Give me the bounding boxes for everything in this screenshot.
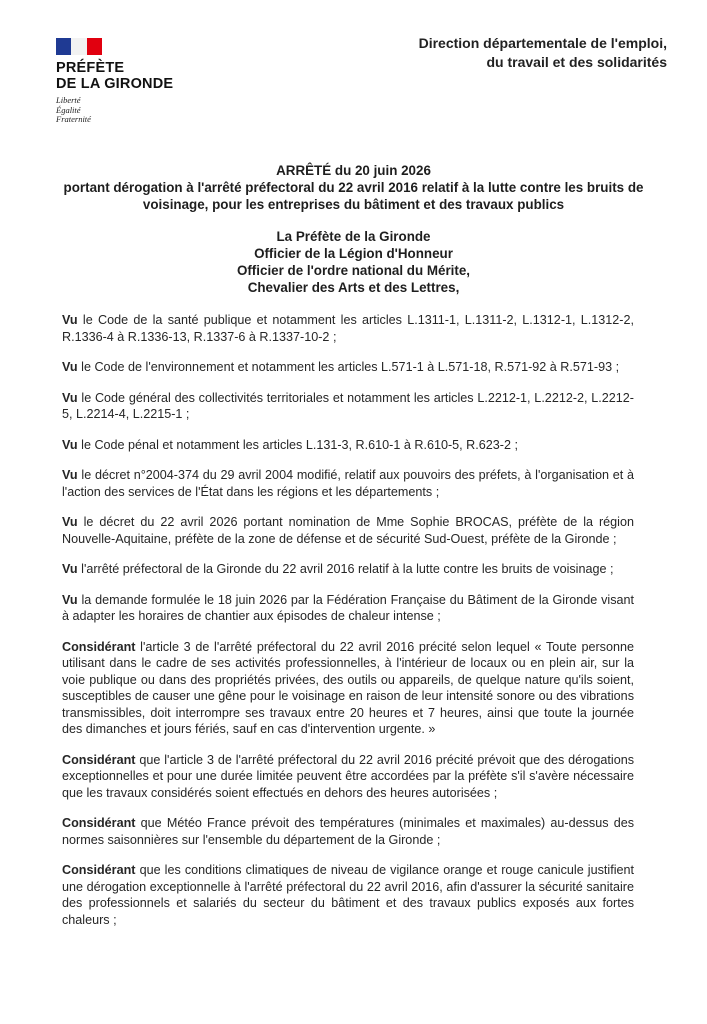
paragraph-text: le Code de l'environnement et notamment les articles L.571-1 à L.571-18, R.571-92 à R.571-93 ; <box>77 360 620 374</box>
prefecture-logo <box>56 38 173 125</box>
decree-body <box>62 312 634 942</box>
paragraph-keyword: Considérant <box>62 752 136 767</box>
paragraph-text: que Météo France prévoit des températures (minimales et maximales) au-dessus des normes saisonnières sur l'ensemble du département de la Gironde ; <box>62 816 634 847</box>
visa-paragraph <box>62 359 634 376</box>
prefecture-name-line: DE LA GIRONDE <box>56 76 174 92</box>
decree-date: ARRÊTÉ du 20 juin 2026 <box>276 163 431 178</box>
paragraph-keyword: Vu <box>62 360 78 374</box>
flag-white-band <box>71 38 86 55</box>
paragraph-text: que l'article 3 de l'arrêté préfectoral du 22 avril 2016 précité prévoit que des dérogations exceptionnelles et pour une durée limitée peuvent être accordées par la préfète s'il s'avère nécessaire que les travaux considérés soient effectués en dehors des heures autorisées ; <box>62 752 634 800</box>
paragraph-text: la demande formulée le 18 juin 2026 par la Fédération Française du Bâtiment de la Gironde visant à adapter les horaires de chantier aux épisodes de chaleur intense ; <box>62 592 634 623</box>
paragraph-keyword: Considérant <box>62 863 136 877</box>
authority-line: Officier de la Légion d'Honneur <box>254 246 453 261</box>
paragraph-keyword: Vu <box>62 562 78 576</box>
visa-paragraph <box>62 514 634 547</box>
paragraph-keyword: Vu <box>62 313 78 327</box>
visa-paragraph <box>62 592 634 625</box>
considerant-paragraph <box>62 752 634 802</box>
paragraph-text: le décret n°2004-374 du 29 avril 2004 modifié, relatif aux pouvoirs des préfets, à l'organisation et à l'action des services de l'État dans les régions et les départements ; <box>62 468 634 499</box>
direction-line: du travail et des solidarités <box>486 54 667 70</box>
motto-line: Égalité <box>56 104 81 115</box>
paragraph-keyword: Considérant <box>62 816 136 830</box>
visa-paragraph <box>62 390 634 423</box>
decree-title <box>40 162 667 213</box>
authority-line: Officier de l'ordre national du Mérite, <box>236 263 471 278</box>
paragraph-text: le Code général des collectivités territoriales et notamment les articles L.2212-1, L.2212-2, L.2212-5, L.2214-4, L.2215-1 ; <box>62 390 634 421</box>
paragraph-text: que les conditions climatiques de niveau de vigilance orange et rouge canicule justifient une dérogation exceptionnelle à l'arrêté préfectoral du 22 avril 2016, afin d'assurer la sécurité sanitaire des professionnels et salariés du secteur du bâtiment et des travaux publics exposés aux fortes chaleurs ; <box>62 863 634 927</box>
paragraph-text: le Code pénal et notamment les articles L.131-3, R.610-1 à R.610-5, R.623-2 ; <box>77 437 518 452</box>
flag-blue-band <box>56 38 71 55</box>
republic-motto <box>56 96 173 125</box>
considerant-paragraph <box>62 862 634 928</box>
motto-line: Liberté <box>56 95 81 105</box>
prefecture-name-line: PRÉFÈTE <box>56 60 125 76</box>
marianne-flag-icon <box>56 38 102 55</box>
paragraph-text: le décret du 22 avril 2026 portant nomination de Mme Sophie BROCAS, préfète de la région Nouvelle-Aquitaine, préfète de la zone de défense et de sécurité Sud-Ouest, préfète de la Gironde ; <box>62 515 634 546</box>
paragraph-keyword: Vu <box>62 592 78 607</box>
paragraph-keyword: Vu <box>62 468 78 482</box>
paragraph-text: l'arrêté préfectoral de la Gironde du 22 avril 2016 relatif à la lutte contre les bruits de voisinage ; <box>77 562 614 576</box>
paragraph-keyword: Vu <box>62 515 78 529</box>
considerant-paragraph <box>62 815 634 848</box>
flag-red-band <box>87 38 102 55</box>
direction-line: Direction départementale de l'emploi, <box>418 35 667 51</box>
issuing-direction <box>419 34 667 72</box>
decree-subject: portant dérogation à l'arrêté préfectoral du 22 avril 2016 relatif à la lutte contre les bruits de voisinage, pour les entreprises du bâtiment et des travaux publics <box>63 180 644 212</box>
visa-paragraph <box>62 312 634 345</box>
motto-line: Fraternité <box>56 114 91 124</box>
visa-paragraph <box>62 467 634 500</box>
authority-line: La Préfète de la Gironde <box>276 229 431 244</box>
paragraph-text: le Code de la santé publique et notamment les articles L.1311-1, L.1311-2, L.1312-1, L.1312-2, R.1336-4 à R.1336-13, R.1337-6 à R.1337-10-2 ; <box>62 313 634 344</box>
prefecture-name <box>56 60 173 92</box>
authority-line: Chevalier des Arts et des Lettres, <box>247 280 460 295</box>
authority-block <box>40 228 667 296</box>
visa-paragraph <box>62 437 634 454</box>
paragraph-keyword: Considérant <box>62 639 136 654</box>
visa-paragraph <box>62 561 634 578</box>
paragraph-text: l'article 3 de l'arrêté préfectoral du 22 avril 2016 précité selon lequel « Toute personne utilisant dans le cadre de ses activités professionnelles, à l'intérieur de locaux ou en plein air, sur la voie publique ou dans des propriétés privées, des outils ou appareils, de quelque nature qu'ils soient, susceptibles de causer une gêne pour le voisinage en raison de leur intensité sonore ou des vibrations transmissibles, doit interrompre ses travaux entre 20 heures et 7 heures, ainsi que toute la journée des dimanches et jours fériés, sauf en cas d'intervention urgente. » <box>62 639 634 736</box>
paragraph-keyword: Vu <box>62 437 78 452</box>
paragraph-keyword: Vu <box>62 390 78 405</box>
considerant-paragraph <box>62 639 634 738</box>
